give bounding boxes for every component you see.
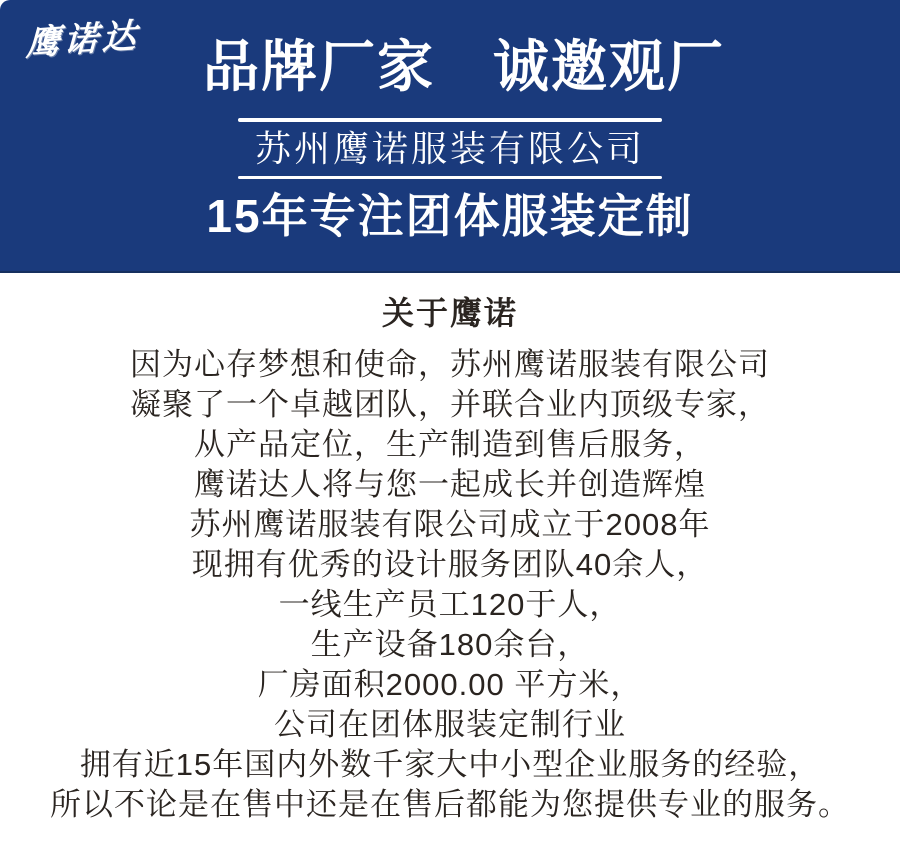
banner-tagline: 15年专注团体服装定制 [206,190,694,242]
about-line: 公司在团体服装定制行业 [274,707,626,742]
about-line: 一线生产员工120于人， [278,587,622,622]
header-banner [0,0,900,273]
about-line: 从产品定位，生产制造到售后服务， [194,427,706,462]
about-section [0,295,900,825]
banner-title: 品牌厂家 诚邀观厂 [203,35,725,98]
brand-logo: 鹰诺达 [25,16,141,64]
divider-top [238,118,662,122]
about-heading: 关于鹰诺 [381,295,518,331]
about-line: 苏州鹰诺服装有限公司成立于2008年 [189,507,711,542]
divider-bottom [238,176,662,179]
about-line: 鹰诺达人将与您一起成长并创造辉煌 [194,467,706,502]
about-line: 凝聚了一个卓越团队，并联合业内顶级专家， [130,387,770,422]
about-line: 现拥有优秀的设计服务团队40余人， [191,547,709,582]
about-line: 生产设备180余台， [310,627,590,662]
company-name: 苏州鹰诺服装有限公司 [254,128,645,169]
about-text [0,345,900,825]
about-line: 拥有近15年国内外数千家大中小型企业服务的经验， [79,747,821,782]
about-line: 厂房面积2000.00 平方米， [257,667,643,702]
about-line: 所以不论是在售中还是在售后都能为您提供专业的服务。 [50,787,850,822]
about-line: 因为心存梦想和使命，苏州鹰诺服装有限公司 [130,347,770,382]
